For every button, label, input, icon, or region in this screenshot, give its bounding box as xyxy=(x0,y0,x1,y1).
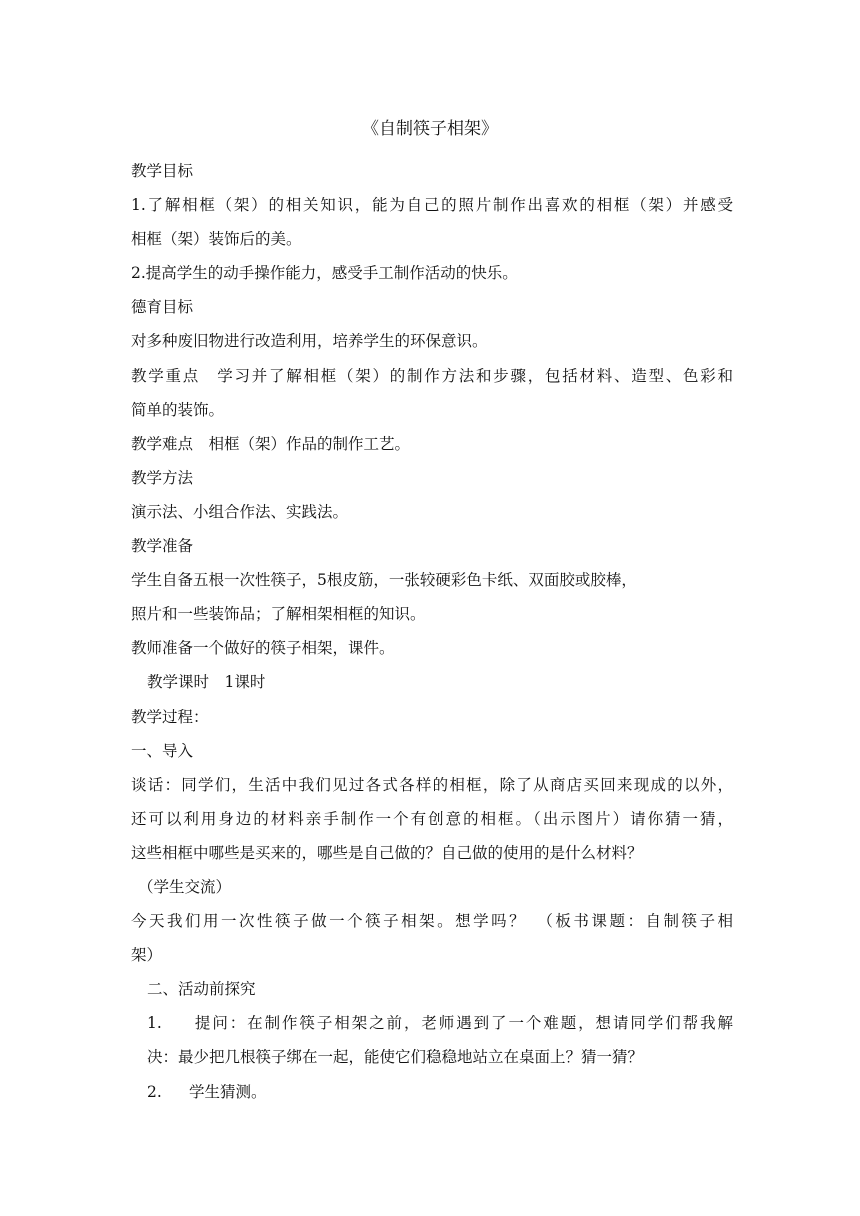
heading-teaching-goals: 教学目标 xyxy=(131,162,194,180)
paragraph-line: 架） xyxy=(131,946,163,965)
heading-teaching-process: 教学过程： xyxy=(131,707,209,726)
heading-moral-goals: 德育目标 xyxy=(131,298,194,317)
heading-teaching-preparation: 教学准备 xyxy=(131,537,194,556)
document-title: 《自制筷子相架》 xyxy=(362,119,498,139)
section-heading-intro: 一、导入 xyxy=(131,741,194,760)
paragraph-line: 对多种废旧物进行改造利用，培养学生的环保意识。 xyxy=(131,332,488,351)
paragraph-line: 教学课时 1课时 xyxy=(147,673,266,692)
section-heading-exploration: 二、活动前探究 xyxy=(147,980,256,999)
list-number: 1. xyxy=(147,1014,162,1033)
list-item-text: 学生猜测。 xyxy=(189,1082,267,1101)
paragraph-line: 简单的装饰。 xyxy=(131,400,225,419)
paragraph-line: 今天我们用一次性筷子做一个筷子相架。想学吗？ （板书课题：自制筷子相 xyxy=(131,912,733,931)
paragraph-line: 还可以利用身边的材料亲手制作一个有创意的相框。（出示图片）请你猜一猜， xyxy=(131,809,733,828)
list-item xyxy=(131,1075,733,1109)
document-body xyxy=(131,154,733,1109)
paragraph-line: 这些相框中哪些是买来的，哪些是自己做的？自己做的使用的是什么材料？ xyxy=(131,843,643,862)
list-number: 2. xyxy=(147,1082,162,1101)
paragraph-line: 相框（架）装饰后的美。 xyxy=(131,230,302,249)
paragraph-line: 决：最少把几根筷子绑在一起，能使它们稳稳地站立在桌面上？猜一猜？ xyxy=(147,1048,644,1067)
paragraph-line: 教学重点 学习并了解相框（架）的制作方法和步骤，包括材料、造型、色彩和 xyxy=(131,366,733,385)
paragraph-line: 1.了解相框（架）的相关知识，能为自己的照片制作出喜欢的相框（架）并感受 xyxy=(131,196,733,215)
paragraph-line: 演示法、小组合作法、实践法。 xyxy=(131,502,349,521)
list-item xyxy=(131,1006,733,1040)
heading-teaching-methods: 教学方法 xyxy=(131,468,194,487)
paragraph-line: 学生自备五根一次性筷子，5根皮筋，一张较硬彩色卡纸、双面胶或胶棒， xyxy=(131,571,637,590)
paragraph-line: 谈话：同学们，生活中我们见过各式各样的相框，除了从商店买回来现成的以外， xyxy=(131,775,733,794)
paragraph-line: 教学难点 相框（架）作品的制作工艺。 xyxy=(131,434,411,453)
paragraph-line: 教师准备一个做好的筷子相架，课件。 xyxy=(131,639,395,658)
paragraph-line: 照片和一些装饰品；了解相架相框的知识。 xyxy=(131,605,426,624)
list-item-text: 提问：在制作筷子相架之前，老师遇到了一个难题，想请同学们帮我解 xyxy=(193,1014,733,1033)
paragraph-line: 2.提高学生的动手操作能力，感受手工制作活动的快乐。 xyxy=(131,264,518,283)
paragraph-line: （学生交流） xyxy=(138,877,232,896)
